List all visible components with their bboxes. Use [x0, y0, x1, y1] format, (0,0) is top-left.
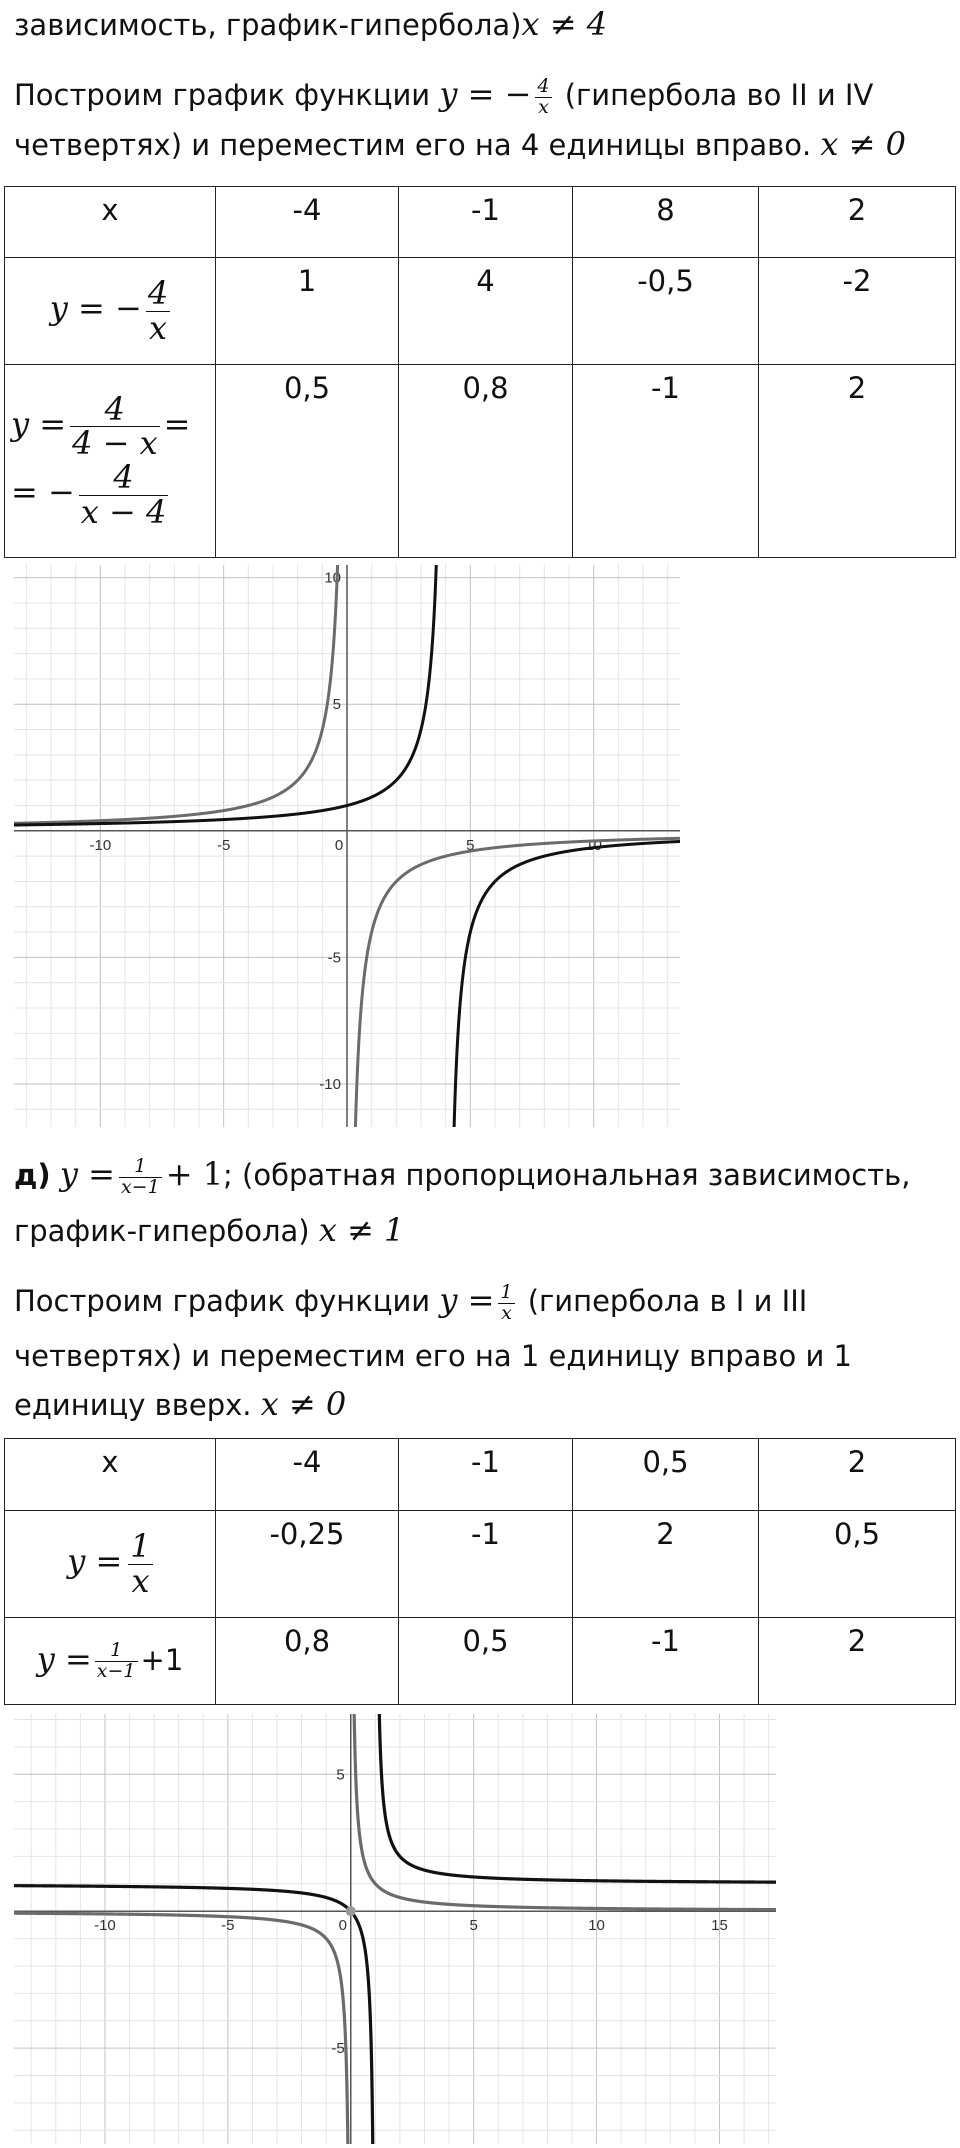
- fraction: [535, 74, 551, 118]
- paragraph-text: Построим график функции: [14, 1284, 440, 1318]
- table-cell: 0,5: [759, 1511, 956, 1618]
- table-cell: -1: [573, 365, 759, 558]
- x-tick-label: -10: [89, 836, 112, 854]
- header-cell: x: [5, 1439, 216, 1511]
- section-d-line-1: [14, 1154, 910, 1197]
- y-tick-label: 5: [336, 1766, 345, 1784]
- row-label-formula: y = − $\frac{4}{x}$: [5, 258, 216, 365]
- hyperbola-curve: [14, 1913, 351, 2144]
- math-condition: x ≠ 0: [820, 125, 906, 163]
- table-cell: -0,5: [573, 258, 759, 365]
- row-label-formula: y = $\frac{1}{x-1}$ +1: [5, 1618, 216, 1705]
- header-cell: -1: [399, 187, 573, 258]
- hyperbola-curve: [14, 565, 347, 823]
- x-tick-label: -5: [216, 836, 231, 854]
- table-row: [5, 1618, 956, 1705]
- origin-point: [346, 1906, 356, 1916]
- intro-line: [14, 4, 607, 45]
- table-row: [5, 365, 956, 558]
- math-y: y =: [439, 1281, 495, 1319]
- y-tick-label: -5: [331, 2040, 345, 2058]
- table-row: [5, 258, 956, 365]
- intro-math: x ≠ 4: [521, 5, 608, 43]
- paragraph-text: Построим график функции: [14, 78, 440, 112]
- x-tick-label: 0: [334, 836, 344, 854]
- paragraph-1-line-2: [14, 124, 906, 165]
- math-y: y =: [59, 1155, 115, 1193]
- values-table-2: [4, 1438, 956, 1705]
- math-tail: + 1: [165, 1155, 224, 1193]
- table-header-row: [5, 187, 956, 258]
- table-cell: 0,8: [399, 365, 573, 558]
- table-row: [5, 1511, 956, 1618]
- intro-text: зависимость, график-гипербола): [14, 8, 522, 42]
- x-tick-label: 10: [585, 836, 603, 854]
- y-tick-label: -10: [319, 1075, 341, 1093]
- header-cell: x: [5, 187, 216, 258]
- x-tick-label: 15: [711, 1917, 728, 1935]
- x-tick-label: 0: [338, 1917, 347, 1935]
- x-tick-label: 5: [466, 836, 475, 854]
- paragraph-text: единицу вверх.: [14, 1388, 261, 1422]
- table-cell: -1: [573, 1618, 759, 1705]
- x-tick-label: 10: [588, 1917, 605, 1935]
- y-tick-label: 5: [332, 696, 341, 714]
- values-table-1: [4, 186, 956, 558]
- table-cell: 0,8: [216, 1618, 399, 1705]
- x-tick-label: 5: [469, 1917, 478, 1935]
- hyperbola-graph-2: [14, 1714, 776, 2144]
- hyperbola-curve: [14, 565, 446, 825]
- table-cell: -1: [399, 1511, 573, 1618]
- numerator: 4: [537, 74, 550, 97]
- header-cell: 8: [573, 187, 759, 258]
- math-condition: x ≠ 0: [260, 1385, 347, 1423]
- header-cell: 2: [759, 1439, 956, 1511]
- paragraph-text: график-гипербола): [14, 1214, 319, 1248]
- header-cell: -4: [216, 1439, 399, 1511]
- paragraph-text: (гипербола в I и III: [518, 1284, 808, 1318]
- section-label: д): [14, 1158, 51, 1192]
- header-cell: -4: [216, 187, 399, 258]
- section-d-line-2: [14, 1210, 404, 1251]
- fraction: $\frac{1}{x}$: [500, 1280, 513, 1324]
- table-cell: 4: [399, 258, 573, 365]
- table-cell: 2: [573, 1511, 759, 1618]
- hyperbola-graph-1: [14, 565, 680, 1127]
- x-tick-label: -10: [94, 1917, 116, 1935]
- paragraph-text: четвертях) и переместим его на 1 единицу вправо и 1: [14, 1339, 852, 1373]
- table-cell: -0,25: [216, 1511, 399, 1618]
- paragraph-text: (гипербола во II и IV: [555, 78, 874, 112]
- paragraph-text: ; (обратная пропорциональная зависимость,: [223, 1158, 911, 1192]
- table-cell: 0,5: [399, 1618, 573, 1705]
- x-tick-label: -5: [221, 1917, 235, 1935]
- math-condition: x ≠ 1: [318, 1211, 405, 1249]
- table-cell: 0,5: [216, 365, 399, 558]
- row-label-formula: y = $\frac{4}{4 - x}$ = = − $\frac{4}{x - 4}$: [5, 365, 216, 558]
- header-cell: -1: [399, 1439, 573, 1511]
- denominator: x: [538, 95, 549, 118]
- section-d-paragraph-line-2: [14, 1336, 852, 1376]
- table-cell: 2: [759, 1618, 956, 1705]
- y-tick-label: -5: [327, 949, 341, 967]
- y-tick-label: 10: [324, 569, 341, 587]
- header-cell: 0,5: [573, 1439, 759, 1511]
- paragraph-text: четвертях) и переместим его на 4 единицы вправо.: [14, 128, 821, 162]
- table-header-row: [5, 1439, 956, 1511]
- hyperbola-curve: [14, 1886, 375, 2144]
- header-cell: 2: [759, 187, 956, 258]
- section-d-paragraph-line-1: [14, 1280, 807, 1323]
- section-d-paragraph-line-3: [14, 1384, 346, 1425]
- math-y: y = −: [439, 75, 532, 113]
- table-cell: -2: [759, 258, 956, 365]
- row-label-formula: y = $\frac{1}{x}$: [5, 1511, 216, 1618]
- fraction: $\frac{1}{x-1}$: [120, 1154, 160, 1198]
- paragraph-1-line-1: [14, 74, 873, 117]
- table-cell: 2: [759, 365, 956, 558]
- table-cell: 1: [216, 258, 399, 365]
